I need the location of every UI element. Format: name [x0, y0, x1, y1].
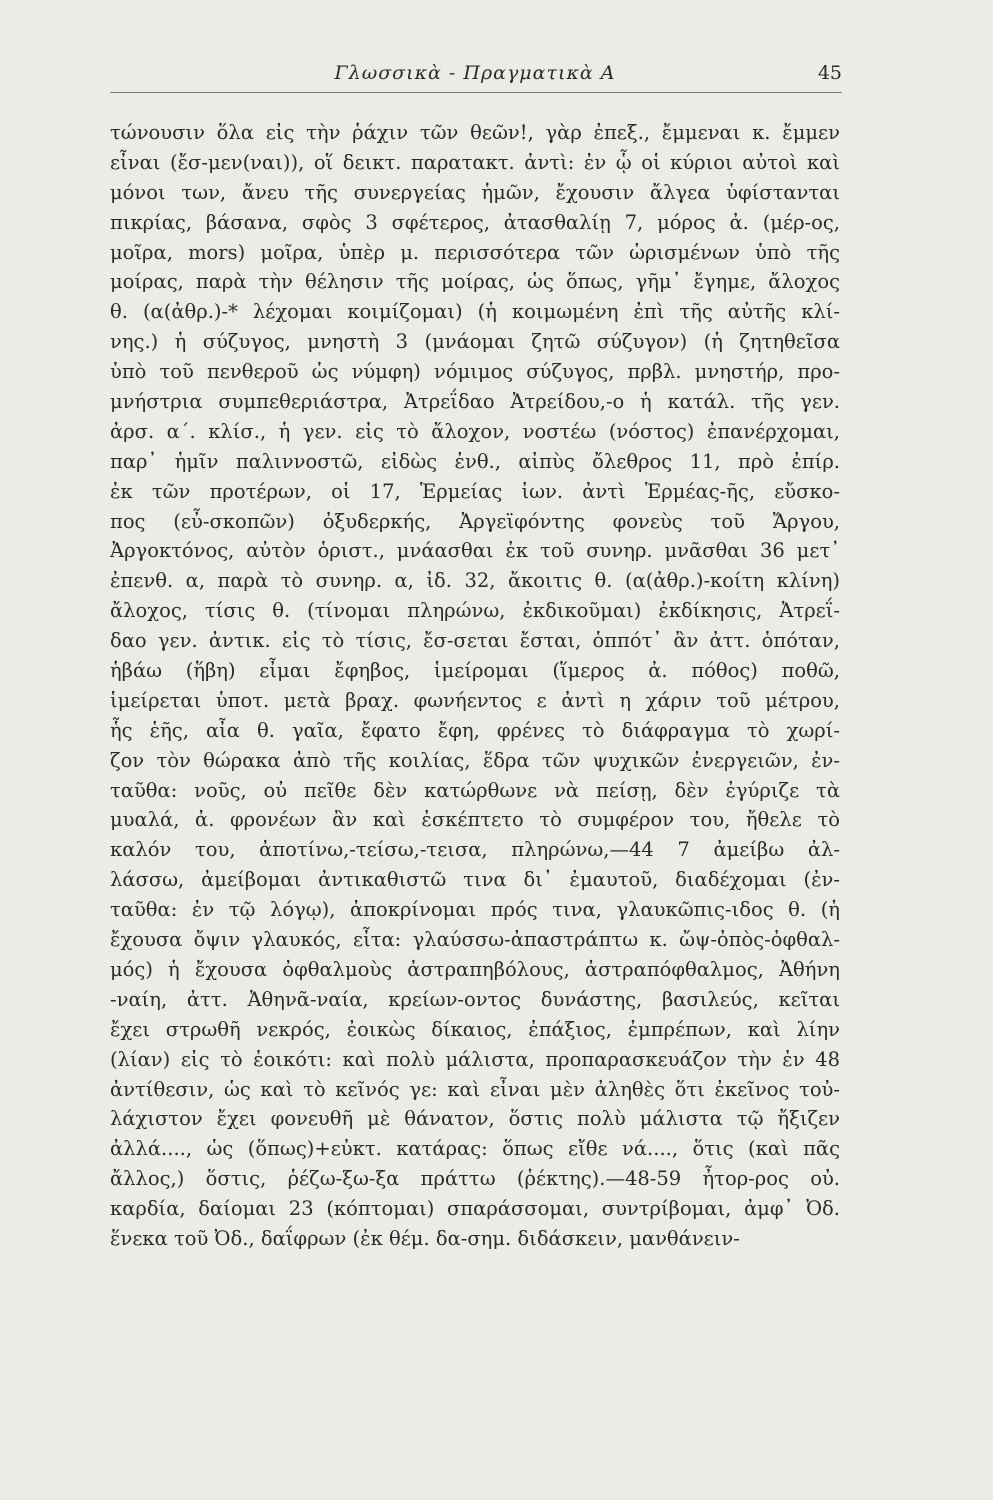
text-line: ταῦθα: νοῦς, οὐ πεῖθε δὲν κατώρθωνε νὰ πείσῃ, δὲν ἐγύριζε τὰ	[110, 778, 840, 802]
page-header	[110, 62, 840, 92]
text-line: καλόν του, ἀποτίνω,-τείσω,-τεισα, πληρώνω,—44 7 ἀμείβω ἀλ-	[110, 838, 840, 862]
text-line: μοίρας, παρὰ τὴν θέλησιν τῆς μοίρας, ὡς ὅπως, γῆμ᾽ ἔγημε, ἄλοχος	[110, 270, 840, 294]
text-line: ζον τὸν θώρακα ἀπὸ τῆς κοιλίας, ἕδρα τῶν ψυχικῶν ἐνεργειῶν, ἐν-	[110, 748, 840, 772]
text-line: ἱμείρεται ὑποτ. μετὰ βραχ. φωνήεντος ε ἀντὶ η χάριν τοῦ μέτρου,	[110, 688, 840, 712]
text-line: (λίαν) εἰς τὸ ἐοικότι: καὶ πολὺ μάλιστα, προπαρασκευάζον τὴν ἐν 48	[110, 1047, 840, 1071]
commentary-text	[110, 118, 840, 1254]
text-line: λάσσω, ἀμείβομαι ἀντικαθιστῶ τινα δι᾽ ἐμαυτοῦ, διαδέχομαι (ἐν-	[110, 868, 840, 892]
text-line: παρ᾽ ἡμῖν παλιννοστῶ, εἰδὼς ἐνθ., αἰπὺς ὄλεθρος 11, πρὸ ἐπίρ.	[110, 449, 840, 473]
text-line: ἐκ τῶν προτέρων, οἱ 17, Ἑρμείας ἰων. ἀντὶ Ἑρμέας-ῆς, εὔσκο-	[110, 479, 840, 503]
text-line: θ. (α(ἀθρ.)-* λέχομαι κοιμίζομαι) (ἡ κοιμωμένη ἐπὶ τῆς αὐτῆς κλί-	[110, 300, 840, 324]
text-line: μός) ἡ ἔχουσα ὀφθαλμοὺς ἀστραπηβόλους, ἀστραπόφθαλμος, Ἀθήνη	[110, 957, 840, 981]
text-line: Ἀργοκτόνος, αὐτὸν ὁριστ., μνάασθαι ἐκ τοῦ συνηρ. μνᾶσθαι 36 μετ᾽	[110, 539, 840, 563]
text-line: πος (εὖ-σκοπῶν) ὀξυδερκής, Ἀργεϊφόντης φονεὺς τοῦ Ἄργου,	[110, 509, 840, 533]
text-line: ὑπὸ τοῦ πενθεροῦ ὡς νύμφη) νόμιμος σύζυγος, πρβλ. μνηστήρ, προ-	[110, 360, 840, 384]
text-line: μόνοι των, ἄνευ τῆς συνεργείας ἡμῶν, ἔχουσιν ἄλγεα ὑφίστανται	[110, 180, 840, 204]
page-number: 45	[817, 62, 842, 84]
text-line: ἕνεκα τοῦ Ὀδ., δαΐφρων (ἐκ θέμ. δα-σημ. διδάσκειν, μανθάνειν-	[110, 1226, 740, 1250]
text-line: ἀντίθεσιν, ὡς καὶ τὸ κεῖνός γε: καὶ εἶναι μὲν ἀληθὲς ὅτι ἐκεῖνος τοὐ-	[110, 1077, 840, 1101]
text-line: ἄλοχος, τίσις θ. (τίνομαι πληρώνω, ἐκδικοῦμαι) ἐκδίκησις, Ἀτρεΐ-	[110, 599, 840, 623]
text-line: δαο γεν. ἀντικ. εἰς τὸ τίσις, ἔσ-σεται ἔσται, ὁππότ᾽ ἂν ἀττ. ὁπόταν,	[110, 629, 840, 653]
text-line: -ναίη, ἀττ. Ἀθηνᾶ-ναία, κρείων-οντος δυνάστης, βασιλεύς, κεῖται	[110, 987, 840, 1011]
text-line: ἄλλος,) ὅστις, ῥέζω-ξω-ξα πράττω (ῥέκτης).—48-59 ἦτορ-ρος οὐ.	[110, 1167, 840, 1191]
text-line: ταῦθα: ἐν τῷ λόγῳ), ἀποκρίνομαι πρός τινα, γλαυκῶπις-ιδος θ. (ἡ	[110, 898, 840, 922]
text-line: ἀλλά...., ὡς (ὅπως)+εὐκτ. κατάρας: ὅπως εἴθε νά...., ὅτις (καὶ πᾶς	[110, 1137, 840, 1161]
text-line: νης.) ἡ σύζυγος, μνηστὴ 3 (μνάομαι ζητῶ σύζυγον) (ἡ ζητηθεῖσα	[110, 330, 840, 354]
text-line: ἡβάω (ἥβη) εἶμαι ἔφηβος, ἱμείρομαι (ἵμερος ἀ. πόθος) ποθῶ,	[110, 659, 840, 683]
running-title: Γλωσσικὰ - Πραγματικὰ Α	[334, 62, 616, 84]
text-line: μοῖρα, mors) μοῖρα, ὑπὲρ μ. περισσότερα τῶν ὡρισμένων ὑπὸ τῆς	[110, 240, 840, 264]
text-line: λάχιστον ἔχει φονευθῆ μὲ θάνατον, ὅστις πολὺ μάλιστα τῷ ἤξιζεν	[110, 1107, 840, 1131]
text-line: μνήστρια συμπεθεριάστρα, Ἀτρεΐδαο Ἀτρείδου,-ο ἡ κατάλ. τῆς γεν.	[110, 390, 840, 414]
text-line: εἶναι (ἔσ-μεν(ναι)), οἵ δεικτ. παρατακτ. ἀντὶ: ἐν ᾧ οἱ κύριοι αὐτοὶ καὶ	[110, 150, 840, 174]
text-line: ἔχουσα ὄψιν γλαυκός, εἶτα: γλαύσσω-ἀπαστράπτω κ. ὤψ-ὀπὸς-ὀφθαλ-	[110, 928, 840, 952]
text-line: πικρίας, βάσανα, σφὸς 3 σφέτερος, ἀτασθαλίῃ 7, μόρος ἀ. (μέρ-ος,	[110, 210, 840, 234]
header-rule	[110, 92, 842, 93]
text-line: μυαλά, ἀ. φρονέων ἂν καὶ ἐσκέπτετο τὸ συμφέρον του, ἤθελε τὸ	[110, 808, 840, 832]
text-line: ἔχει στρωθῆ νεκρός, ἐοικὼς δίκαιος, ἐπάξιος, ἐμπρέπων, καὶ λίην	[110, 1017, 840, 1041]
text-line: ἐπενθ. α, παρὰ τὸ συνηρ. α, ἰδ. 32, ἄκοιτις θ. (α(ἀθρ.)-κοίτη κλίνη)	[110, 569, 840, 593]
text-line: ἧς ἑῆς, αἶα θ. γαῖα, ἔφατο ἔφη, φρένες τὸ διάφραγμα τὸ χωρί-	[110, 718, 840, 742]
text-line: καρδία, δαίομαι 23 (κόπτομαι) σπαράσσομαι, συντρίβομαι, ἀμφ᾽ Ὀδ.	[110, 1197, 840, 1221]
text-line: τώνουσιν ὅλα εἰς τὴν ῥάχιν τῶν θεῶν!, γὰρ ἐπεξ., ἔμμεναι κ. ἔμμεν	[110, 121, 840, 144]
text-line: ἀρσ. α΄. κλίσ., ἡ γεν. εἰς τὸ ἄλοχον, νοστέω (νόστος) ἐπανέρχομαι,	[110, 419, 840, 443]
